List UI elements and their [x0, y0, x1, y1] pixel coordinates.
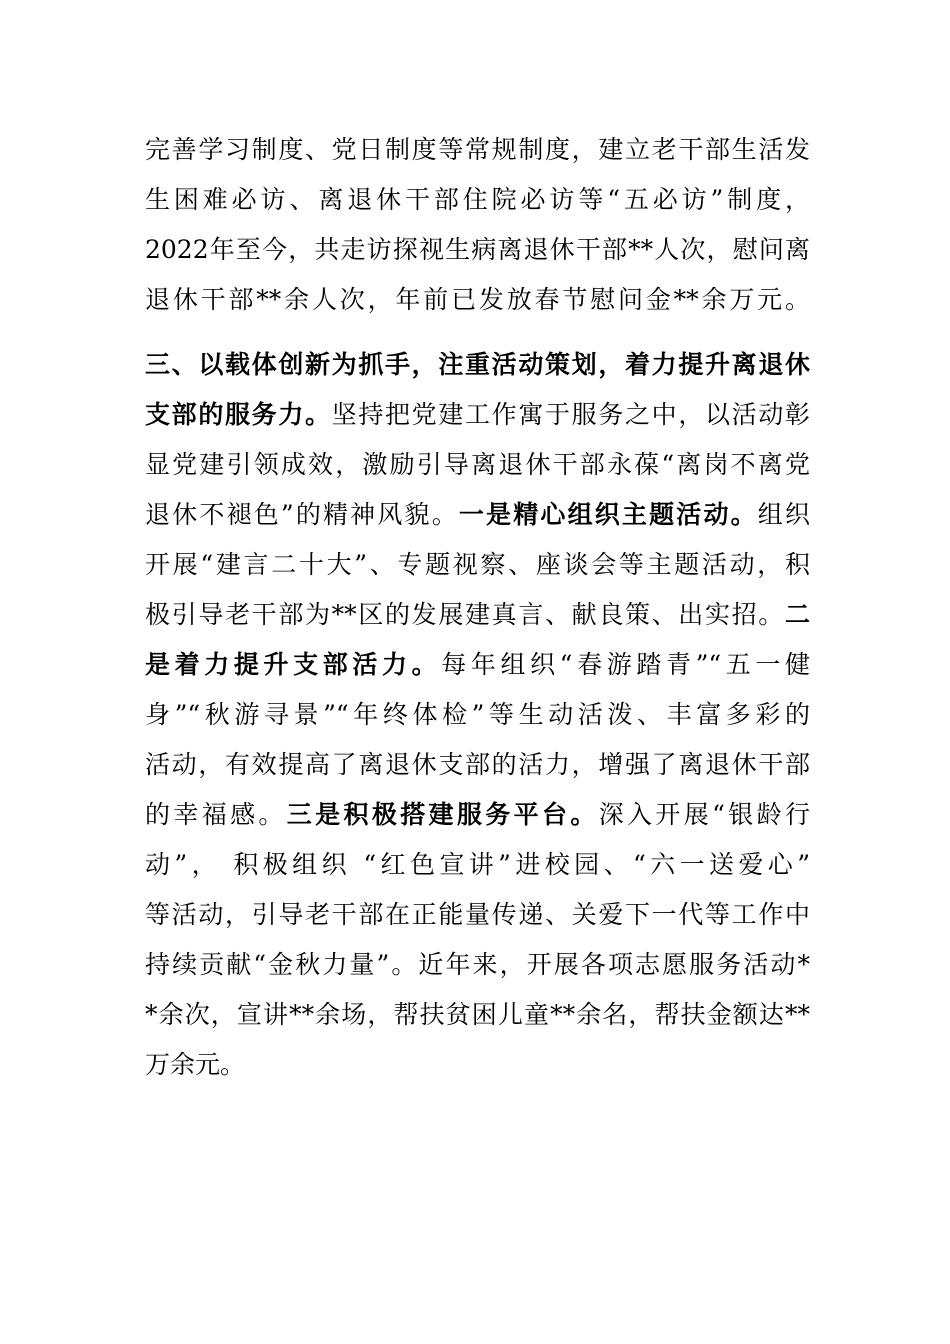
- text-line: [145, 745, 810, 785]
- bold-text-run: 三、以载体创新为抓手，注重活动策划，着力提升离退休: [145, 350, 810, 379]
- text-line: [145, 395, 810, 435]
- text-line: [145, 595, 810, 635]
- text-run: 组织: [757, 500, 810, 529]
- text-line: [145, 795, 810, 835]
- text-run: 每年组织“春游踏青”“五一健: [441, 650, 810, 679]
- text-run: 活动，有效提高了离退休支部的活力，增强了离退休干部: [145, 750, 810, 779]
- text-line: [145, 280, 810, 320]
- text-run: 极引导老干部为**区的发展建真言、献良策、出实招。: [145, 600, 785, 629]
- text-run: 等活动，引导老干部在正能量传递、关爱下一代等工作中: [145, 900, 810, 929]
- bold-text-run: 三是积极搭建服务平台。: [286, 800, 599, 829]
- text-run: 坚持把党建工作寓于服务之中，以活动彰: [331, 400, 810, 429]
- text-run: 完善学习制度、党日制度等常规制度，建立老干部生活发: [145, 135, 810, 164]
- text-line: [145, 230, 810, 270]
- text-run: 身”“秋游寻景”“年终体检”等生动活泼、丰富多彩的: [145, 700, 810, 729]
- text-line: [145, 445, 810, 485]
- text-line: [145, 645, 810, 685]
- text-run: 持续贡献“金秋力量”。近年来，开展各项志愿服务活动*: [145, 950, 810, 979]
- text-run: 深入开展“银龄行: [598, 800, 810, 829]
- bold-text-run: 是着力提升支部活力。: [145, 650, 442, 679]
- text-run: 开展“建言二十大”、专题视察、座谈会等主题活动，积: [145, 550, 810, 579]
- text-line: [145, 995, 810, 1035]
- text-line: [145, 695, 810, 735]
- bold-text-run: 二: [784, 600, 810, 629]
- text-run: 动”， 积极组织 “红色宣讲”进校园、“六一送爱心”: [145, 850, 810, 879]
- text-line: [145, 180, 810, 220]
- text-run: *余次，宣讲**余场，帮扶贫困儿童**余名，帮扶金额达**: [145, 1000, 810, 1029]
- text-line: [145, 345, 810, 385]
- bold-text-run: 一是精心组织主题活动。: [458, 500, 758, 529]
- text-run: 退休干部**余人次，年前已发放春节慰问金**余万元。: [145, 285, 810, 314]
- text-run: 的幸福感。: [145, 800, 287, 829]
- text-run: 退休不褪色”的精神风貌。: [145, 500, 459, 529]
- text-line: [145, 895, 810, 935]
- text-line: [145, 845, 810, 885]
- text-line: [145, 1045, 810, 1085]
- text-run: 万余元。: [145, 1050, 246, 1079]
- bold-text-run: 支部的服务力。: [145, 400, 332, 429]
- text-run: 2022年至今，共走访探视生病离退休干部**人次，慰问离: [145, 235, 810, 264]
- text-line: [145, 130, 810, 170]
- text-line: [145, 495, 810, 535]
- text-line: [145, 945, 810, 985]
- text-line: [145, 545, 810, 585]
- text-run: 显党建引领成效，激励引导离退休干部永葆“离岗不离党: [145, 450, 810, 479]
- text-run: 生困难必访、离退休干部住院必访等“五必访”制度，: [145, 185, 810, 214]
